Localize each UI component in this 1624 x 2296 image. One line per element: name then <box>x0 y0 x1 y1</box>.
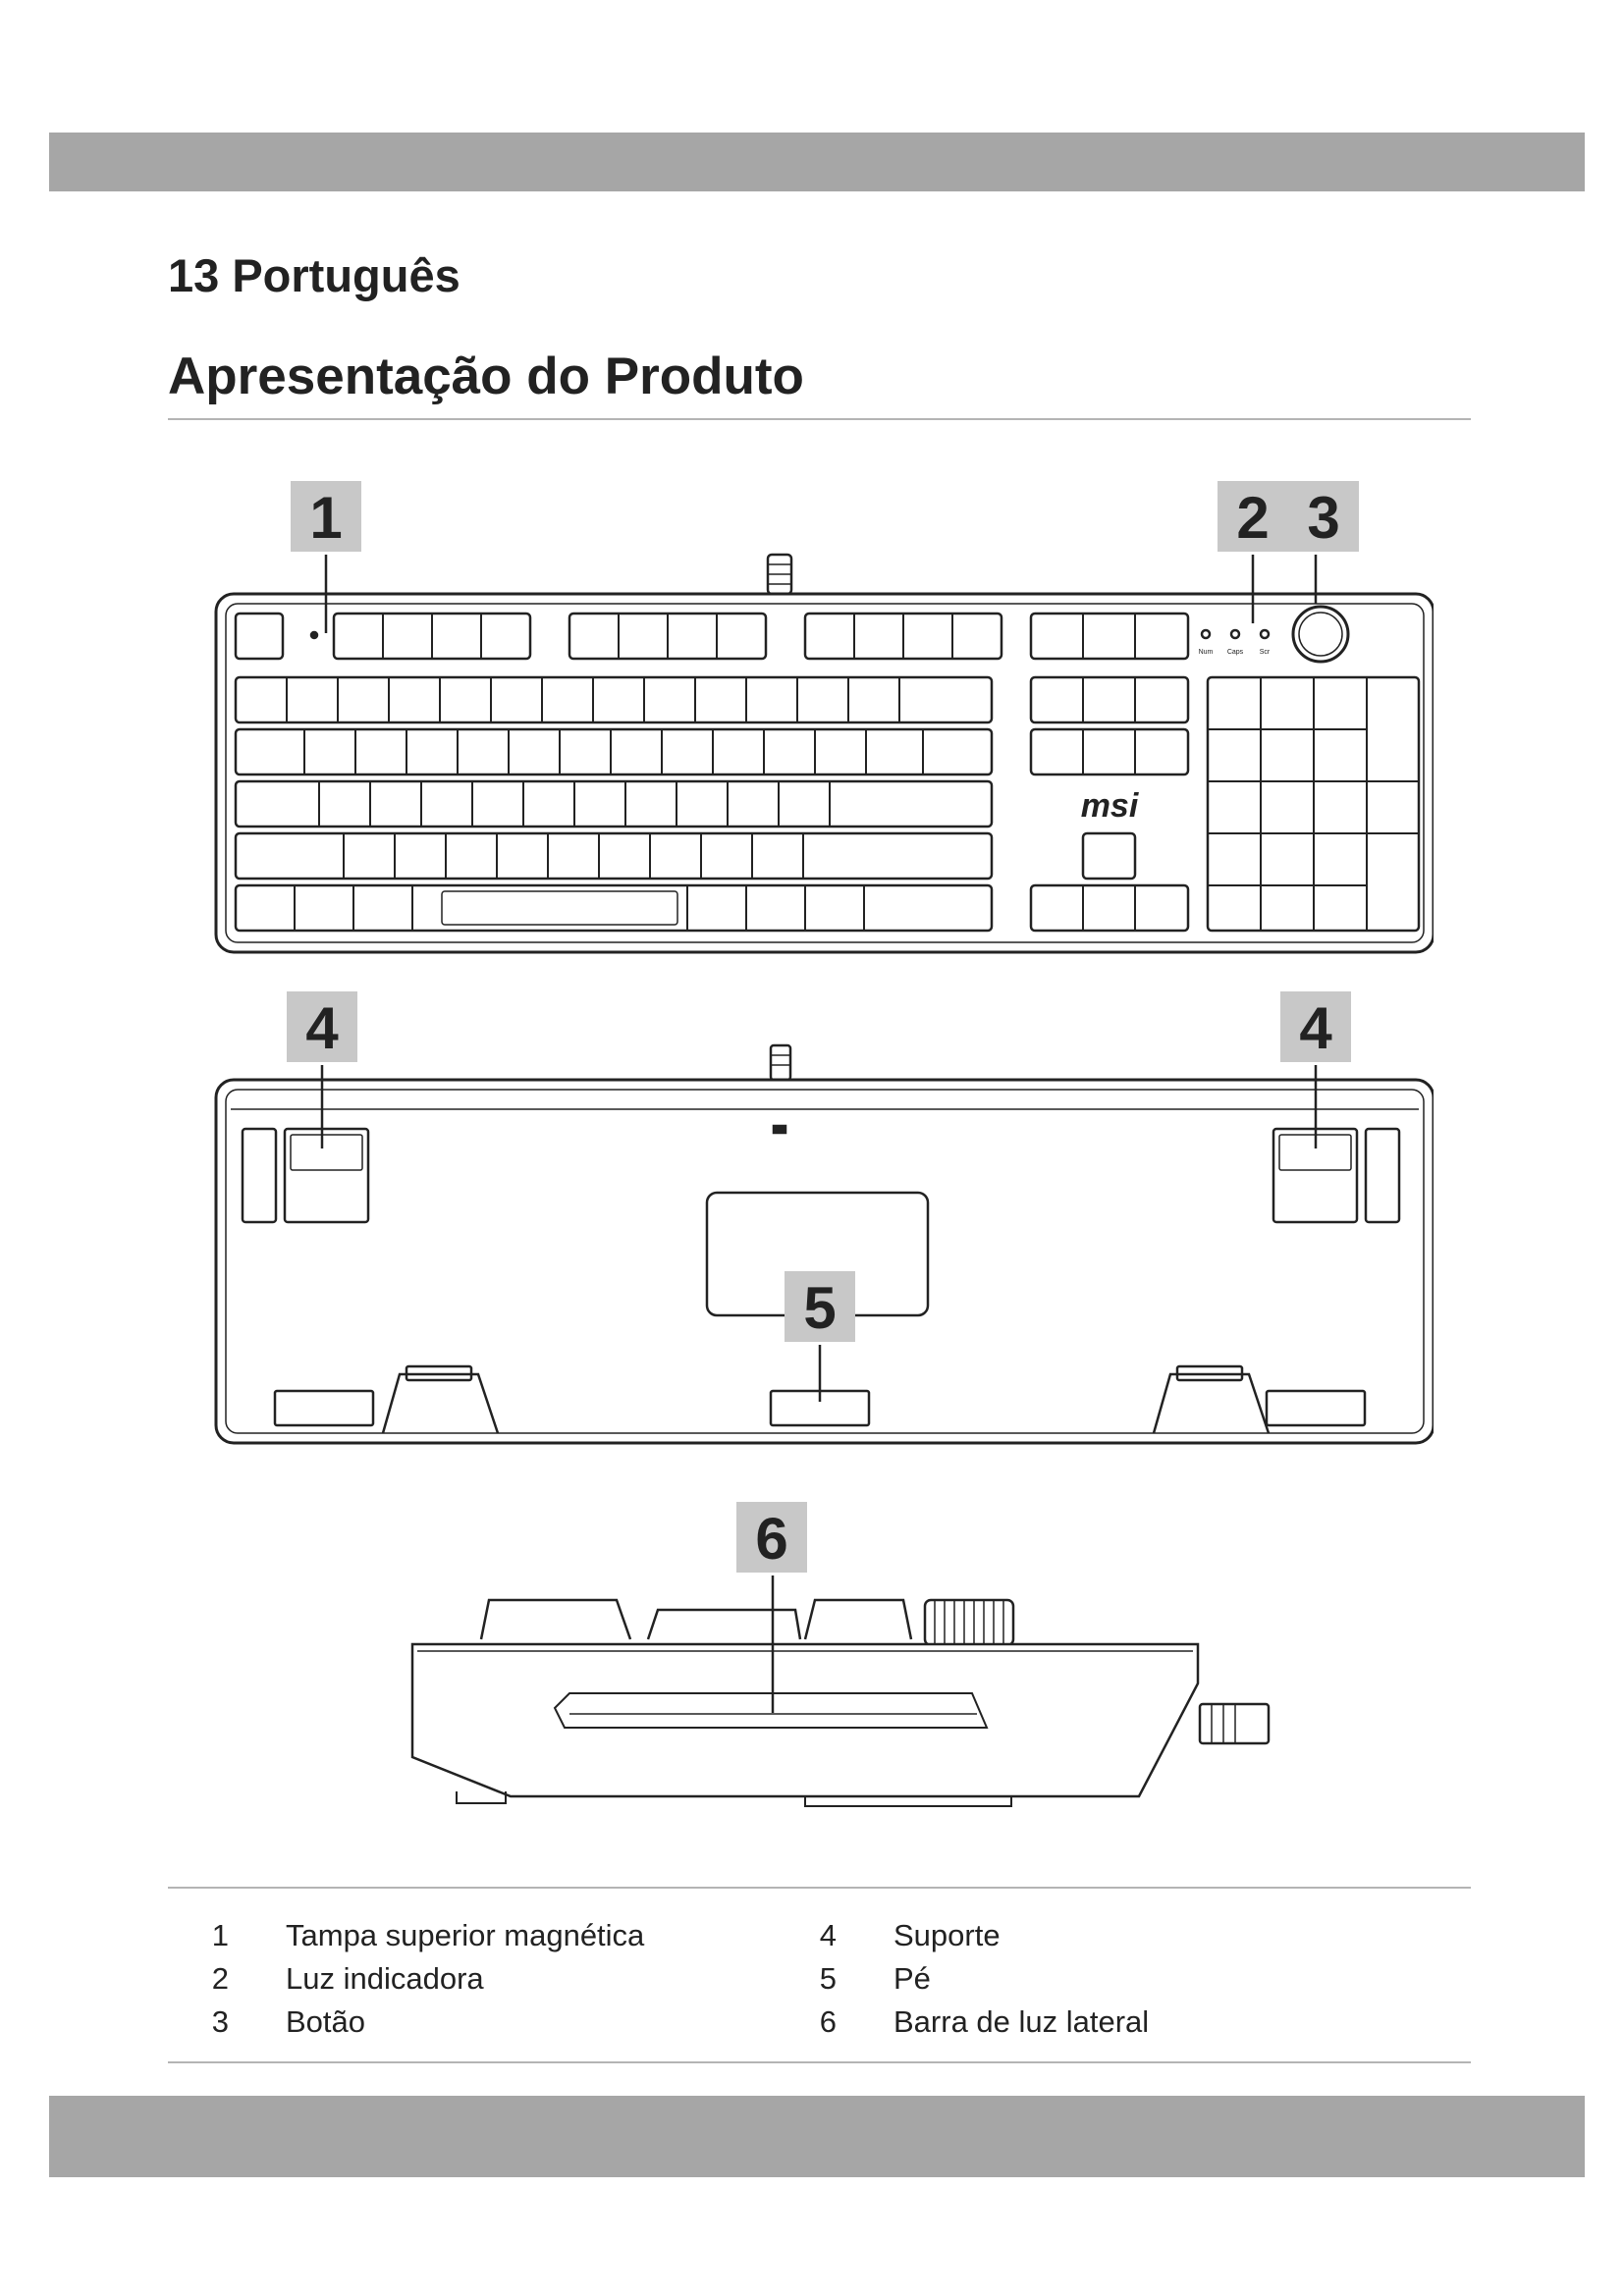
legend-label: Luz indicadora <box>286 1961 484 1996</box>
indicator-labels <box>1199 649 1271 656</box>
legend-number: 5 <box>819 1961 837 1996</box>
legend-number: 3 <box>211 2004 229 2039</box>
legend-item <box>776 1957 1149 2001</box>
indicator-num-label: Num <box>1198 649 1214 656</box>
legend-label: Barra de luz lateral <box>893 2004 1150 2039</box>
callout-4-right: 4 <box>1299 995 1332 1061</box>
heading-divider <box>168 418 1471 420</box>
legend-label: Tampa superior magnética <box>286 1918 645 1952</box>
callout-5: 5 <box>803 1275 837 1341</box>
section-title: Apresentação do Produto <box>168 347 804 405</box>
legend-label: Suporte <box>893 1918 1001 1952</box>
keyboard-bottom-view <box>216 1045 1434 1443</box>
indicator-caps-label: Caps <box>1226 649 1244 656</box>
legend-number: 6 <box>819 2004 837 2039</box>
header-band <box>49 133 1585 191</box>
brand-logo: msi <box>1080 787 1139 825</box>
callout-2: 2 <box>1236 485 1270 551</box>
legend-item <box>168 1957 644 2001</box>
legend-item <box>168 1914 644 1957</box>
keyboard-side-view <box>412 1600 1269 1806</box>
keyboard-top-view <box>216 555 1434 952</box>
callout-1: 1 <box>309 485 343 551</box>
legend-bottom-divider <box>168 2061 1471 2063</box>
legend-right-column <box>776 1914 1149 2044</box>
legend-number: 4 <box>819 1918 837 1952</box>
legend-item <box>776 2001 1149 2044</box>
legend-item <box>168 2001 644 2044</box>
legend-item <box>776 1914 1149 1957</box>
callout-6: 6 <box>755 1506 788 1572</box>
indicator-scr-label: Scr <box>1259 649 1271 656</box>
keyboard-figure <box>196 461 1434 1855</box>
legend-number: 1 <box>211 1918 229 1952</box>
callout-4-left: 4 <box>305 995 339 1061</box>
legend-number: 2 <box>211 1961 229 1996</box>
footer-band <box>49 2096 1585 2177</box>
chapter-title: 13 Português <box>168 249 460 301</box>
legend-label: Pé <box>893 1961 931 1996</box>
legend-left-column <box>168 1914 644 2044</box>
legend-label: Botão <box>286 2004 366 2039</box>
legend-top-divider <box>168 1887 1471 1889</box>
callout-3: 3 <box>1307 485 1340 551</box>
